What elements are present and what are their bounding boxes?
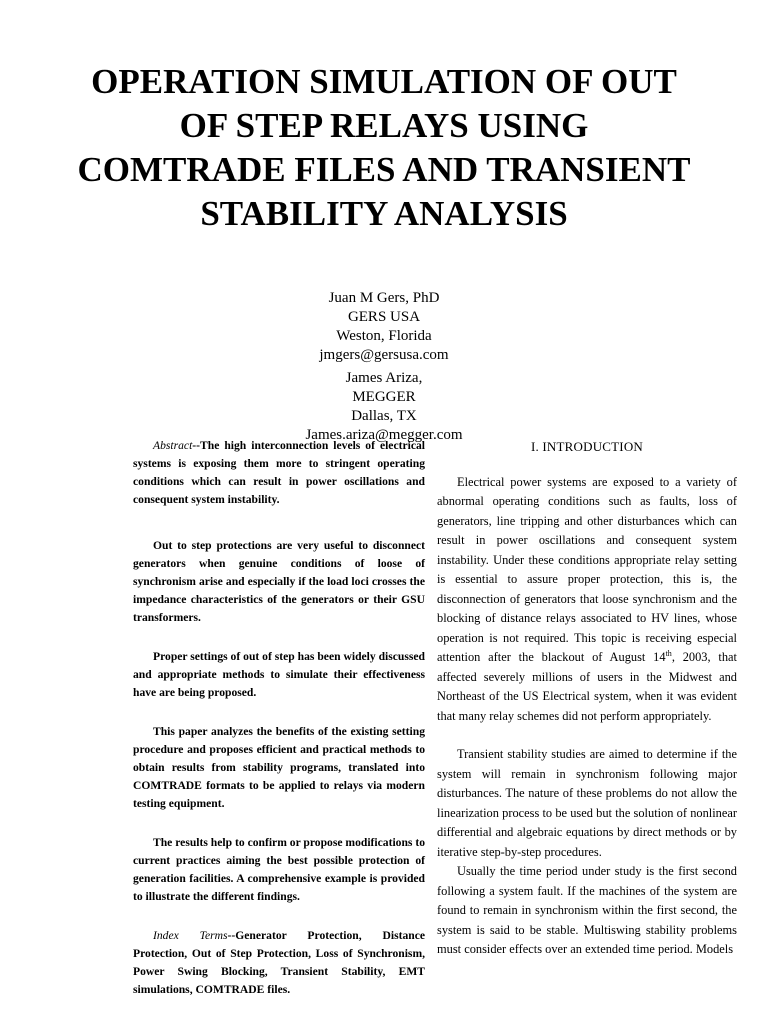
author-name: Juan M Gers, PhD [328,290,440,306]
title-line: OF STEP RELAYS USING [179,106,589,145]
paper-title [0,60,768,236]
index-terms-label: Index Terms [153,929,228,942]
intro-paragraph: Usually the time period under study is the first second following a system fault. If the machines of the system are found to remain in synchronism within the first second, the system is said to be stable. Multiswing stability problems must consider effects over an extended time period. Models [437,864,737,956]
author-org: MEGGER [352,389,416,405]
author-org: GERS USA [347,309,421,325]
author-email: jmgers@gersusa.com [319,347,449,363]
author-location: Dallas, TX [351,408,417,424]
abstract-paragraph [133,437,425,509]
author-name: James Ariza, [345,370,423,386]
index-terms [133,927,425,999]
abstract-paragraph: The results help to confirm or propose modifications to current practices aiming the best possible protection of generation facilities. A comprehensive example is provided to illustrate the different findings. [133,836,425,903]
title-line: COMTRADE FILES AND TRANSIENT [77,150,691,189]
intro-text: Electrical power systems are exposed to a variety of abnormal operating conditions such as faults, loss of generators, line tripping and other disturbances which can result in power oscillations and consequent system instability. Under these conditions appropriate relay setting is essential to assure proper protection, this is, the disconnection of generators that loose synchronism and the blocking of distance relays associated to HV lines, whose operation is not required. This topic is receiving especial attention after the blackout of August 14 [437,474,737,664]
abstract-label: Abstract [153,439,193,452]
abstract-paragraph: Out to step protections are very useful to disconnect generators when genuine conditions of loose of synchronism arise and especially if the load loci crosses the impedance characteristics of the generators or their GSU transformers. [133,539,425,624]
intro-paragraph: Transient stability studies are aimed to determine if the system will remain in synchronism following major disturbances. The nature of these problems do not allow the linearization process to be used but the solution of nonlinear differential and algebraic equations by direct methods or by iterative step-by-step procedures. [437,747,737,859]
superscript: th [665,648,672,658]
intro-paragraph [437,473,737,727]
abstract-paragraph: Proper settings of out of step has been widely discussed and appropriate methods to simulate their effectiveness have are being proposed. [133,650,425,699]
author-block-1 [0,289,768,365]
abstract-paragraph: This paper analyzes the benefits of the existing setting procedure and proposes efficient and practical methods to obtain results from stability programs, translated into COMTRADE formats to be applied to relays via modern testing equipment. [133,725,425,810]
author-block-2 [0,369,768,445]
title-line: OPERATION SIMULATION OF OUT [91,62,677,101]
intro-text: , 2003, that affected severely millions of users in the Midwest and Northeast of the US Electrical system, when it was evident that many relay schemes did not perform appropriately. [437,650,737,723]
abstract-text: --The high interconnection levels of electrical systems is exposing them more to stringent operating conditions which can result in power oscillations and consequent system instability. [133,439,425,506]
title-line: STABILITY ANALYSIS [200,194,568,233]
abstract-column [133,437,425,1020]
index-terms-text: --Generator Protection, Distance Protection, Out of Step Protection, Loss of Synchronism, Power Swing Blocking, Transient Stability, EMT simulations, COMTRADE files. [133,929,425,996]
author-email: James.ariza@megger.com [305,427,463,443]
author-location: Weston, Florida [336,328,432,344]
section-heading: I. INTRODUCTION [530,439,644,454]
introduction-column [437,437,737,960]
